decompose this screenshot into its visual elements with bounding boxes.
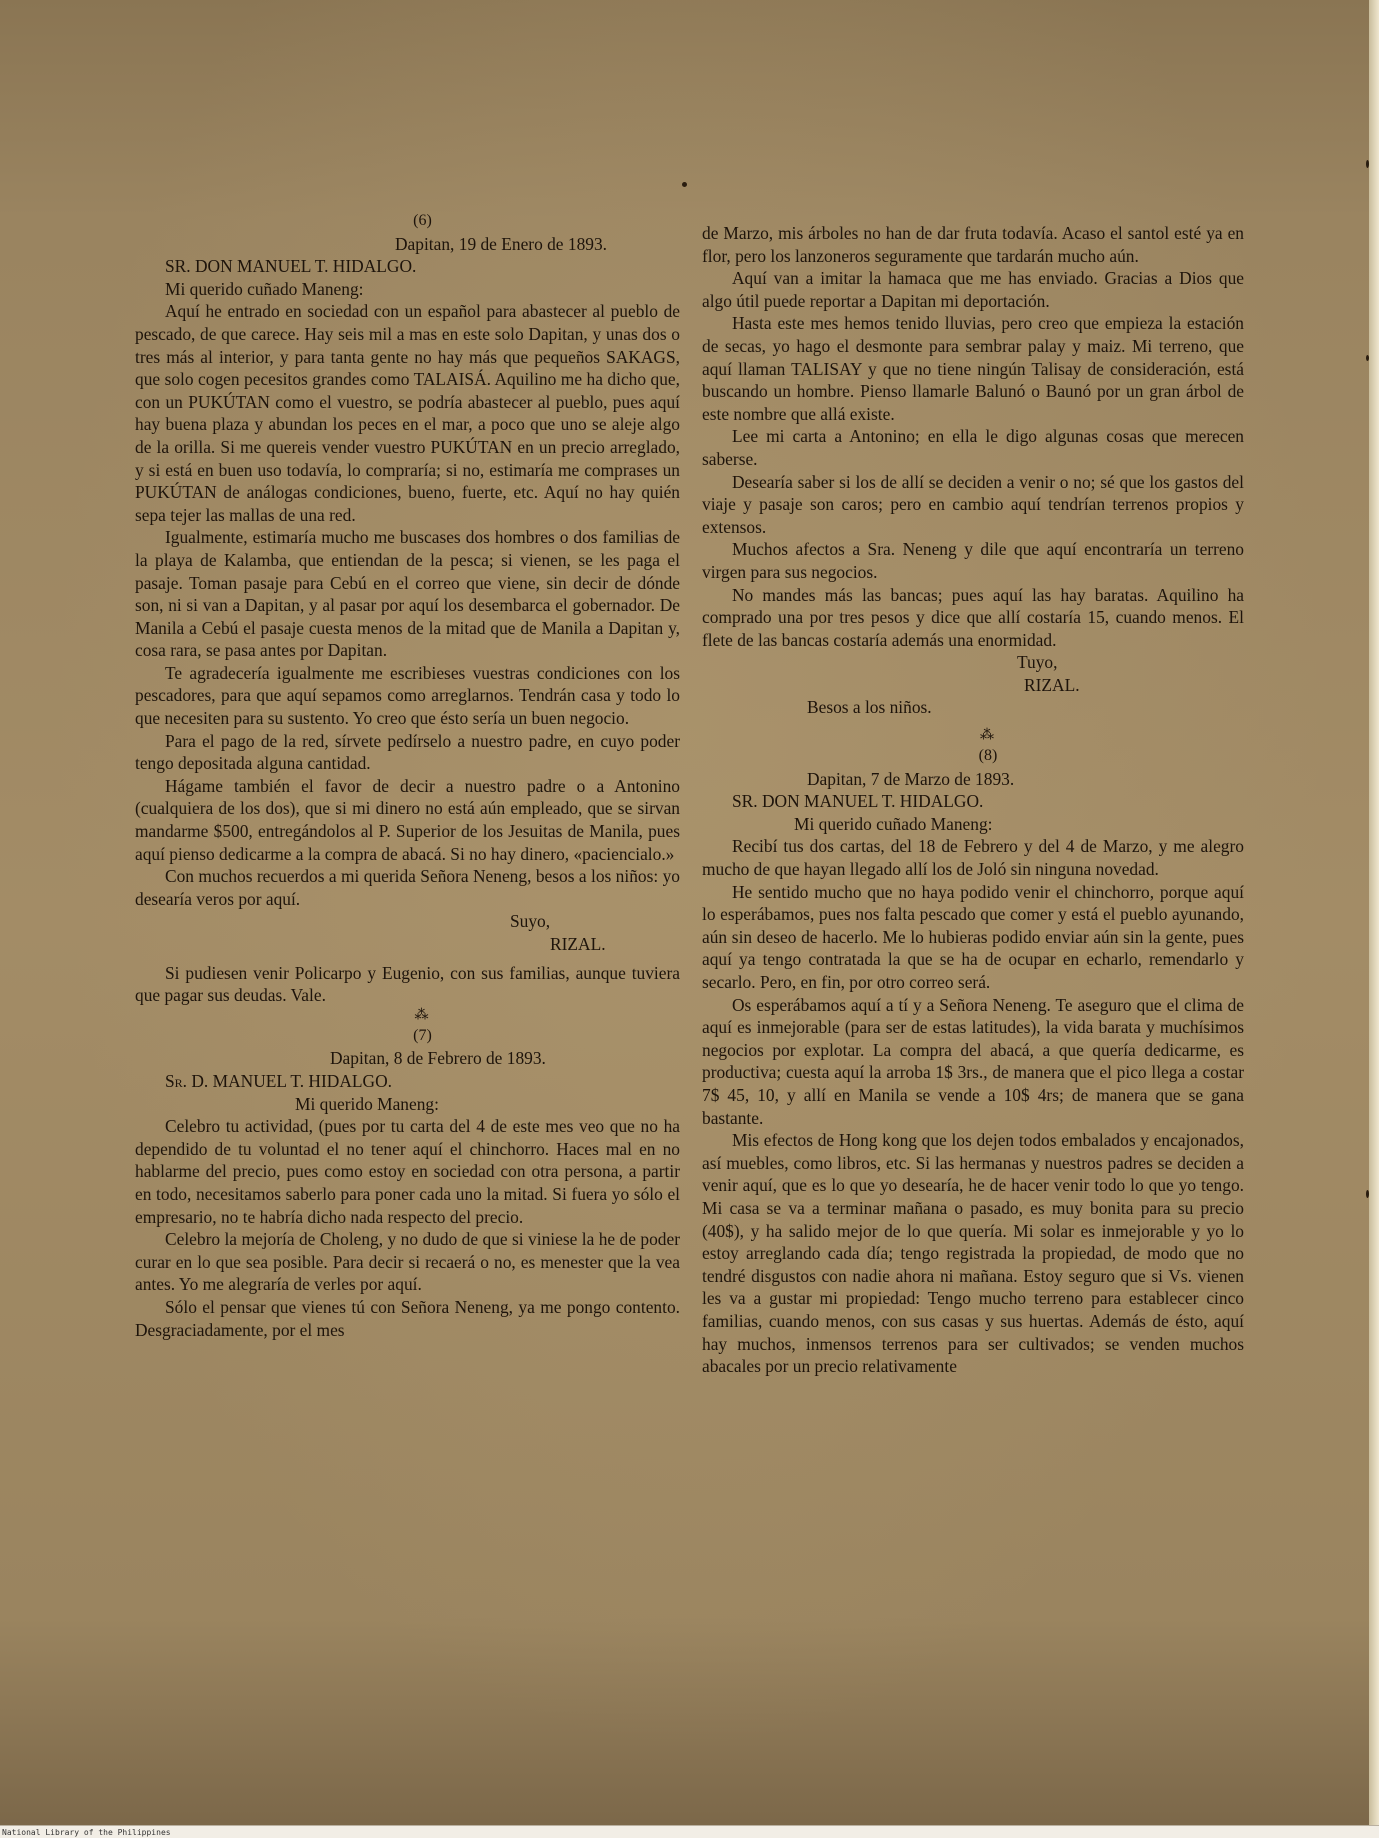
- dust-speck: [1366, 160, 1369, 168]
- paragraph: Recibí tus dos cartas, del 18 de Febrero y del 4 de Marzo, y me alegro mucho de que hayan llegado allí los de Joló sin ninguna novedad.: [702, 836, 1244, 880]
- paragraph: Con muchos recuerdos a mi querida Señora Neneng, besos a los niños: yo desearía veros por aquí.: [135, 866, 680, 909]
- paragraph: Para el pago de la red, sírvete pedírselo a nuestro padre, en cuyo poder tengo depositada alguna cantidad.: [135, 730, 680, 774]
- paragraph: Igualmente, estimaría mucho me buscases dos hombres o dos familias de la playa de Kalamba, que entiendan de la pesca; si vienen, se les paga el pasaje. Toman pasaje para Cebú en el correo que viene, sin decir de dónde son, ni si van a Dapitan, y al pasar por aquí los desembarca el gobernador. De Manila a Cebú el pasaje cuesta menos de la mitad que de Manila a Dapitan y, cosa rara, se pasa antes por Dapitan.: [135, 527, 680, 661]
- dust-speck: [1366, 1190, 1369, 1198]
- letter-greeting: Mi querido cuñado Maneng:: [794, 813, 993, 834]
- paragraph: Muchos afectos a Sra. Neneng y dile que aquí encontraría un terreno virgen para sus negocios.: [702, 539, 1244, 582]
- paragraph: Desearía saber si los de allí se deciden a venir o no; sé que los gastos del viaje y pasaje son caros; pero en cambio aquí tendrían terrenos propios y extensos.: [702, 471, 1244, 537]
- paragraph: Sólo el pensar que vienes tú con Señora Neneng, ya me pongo contento. Desgraciadamente, por el mes: [135, 1296, 680, 1340]
- paragraph: Celebro tu actividad, (pues por tu carta del 4 de este mes veo que no ha dependido de tu voluntad el no tener aquí el chinchorro. Haces mal en no hablarme del precio, pues como estoy en sociedad con otra persona, a partir en todo, necesitamos saberlo para poner cada uno la mitad. Si fuera yo sólo el empresario, no te habría dicho nada respecto del precio.: [135, 1116, 680, 1227]
- letter-dateline: Dapitan, 8 de Febrero de 1893.: [330, 1048, 546, 1069]
- letter-dateline: Dapitan, 7 de Marzo de 1893.: [807, 768, 1015, 789]
- letter-closing: Tuyo,: [1017, 652, 1058, 673]
- letter-recipient: SR. DON MANUEL T. HIDALGO.: [732, 791, 984, 812]
- letter-number: (7): [413, 1026, 432, 1044]
- letter-number: (8): [978, 747, 998, 765]
- paragraph: Te agradecería igualmente me escribieses vuestras condiciones con los pescadores, para que aquí sepamos como arreglarnos. Tendrán casa y todo lo que necesiten para su sustento. Yo creo que ésto sería un buen negocio.: [135, 662, 680, 729]
- paragraph: Hágame también el favor de decir a nuestro padre o a Antonino (cualquiera de los dos), que si mi dinero no está aún empleado, que se sirvan mandarme $500, entregándolos al P. Superior de los Jesuitas de Manila, pues aquí pienso dedicarme a la compra de abacá. Si no hay dinero, «paciencialo.»: [135, 775, 680, 864]
- letter-greeting: Mi querido cuñado Maneng:: [165, 278, 364, 299]
- section-separator: ⁂: [414, 1007, 431, 1023]
- postscript: Besos a los niños.: [807, 697, 932, 718]
- dust-speck: [682, 182, 687, 187]
- paragraph: He sentido mucho que no haya podido venir el chinchorro, porque aquí lo esperábamos, pues nos falta pescado que comer y está el pueblo ayunando, aún sin deseo de hacerlo. Me lo hubieras podido enviar aún sin la gente, pues aquí ya tengo contratada la que se ha de ocupar en echarlo, remendarlo y secarlo. Pero, en fin, por otro correo será.: [702, 881, 1244, 992]
- page-edge: [1369, 0, 1379, 1838]
- left-column: [135, 210, 680, 1341]
- letter-signature: RIZAL.: [550, 934, 606, 954]
- letter-dateline: Dapitan, 19 de Enero de 1893.: [395, 233, 608, 254]
- letter-greeting: Mi querido Maneng:: [295, 1093, 439, 1114]
- paragraph: Aquí he entrado en sociedad con un español para abastecer al pueblo de pescado, de que carece. Hay seis mil a mas en este solo Dapitan, y unas dos o tres más al interior, y para tanta gente no hay más que pequeños SAKAGS, que solo cogen pecesitos grandes como TALAISÁ. Aquilino me ha dicho que, con un PUKÚTAN como el vuestro, se podría abastecer al pueblo, pues aquí hay buena plaza y abundan los peces en el mar, a poco que uno se aleje algo de la orilla. Si me quereis vender vuestro PUKÚTAN en un precio arreglado, y si está en buen uso todavía, lo compraría; si no, estimaría me comprases un PUKÚTAN de análogas condiciones, bueno, fuerte, etc. Aquí no hay quién sepa tejer las mallas de una red.: [135, 301, 680, 525]
- letter-recipient: Sr. D. MANUEL T. HIDALGO.: [165, 1070, 392, 1091]
- paragraph: Mis efectos de Hong kong que los dejen todos embalados y encajonados, así muebles, como libros, etc. Si las hermanas y nuestros padres se deciden a venir aquí, que es lo que yo desearía, he de hacer venir todo lo que yo tengo. Mi casa se va a terminar mañana o pasado, es muy bonita para su precio (40$), y ha salido mejor de lo que quería. Mi solar es inmejorable y yo lo estoy arreglando cada día; tengo registrada la propiedad, de modo que no tendré disgustos con nadie ahora ni mañana. Estoy seguro que si Vs. vienen les va a gustar mi propiedad: Tengo mucho terreno para establecer cinco familias, cuando menos, con sus casas y sus huertas. Además de ésto, aquí hay muchos, inmensos terrenos para ser cultivados; se venden muchos abacales por un precio relativamente: [702, 1130, 1244, 1377]
- paragraph: Lee mi carta a Antonino; en ella le digo algunas cosas que merecen saberse.: [702, 426, 1244, 469]
- footer-strip: [0, 1825, 1379, 1838]
- paragraph: Os esperábamos aquí a tí y a Señora Neneng. Te aseguro que el clima de aquí es inmejorable (para ser de estas latitudes), la vida barata y muchísimos negocios por explotar. La compra del abacá, a que quería dedicarme, es productiva; cuesta aquí la arroba 1$ 3rs., de manera que el pico llega a costar 7$ 45, 10, y allí en Manila se vende a 10$ 4rs; de manera que se gana bastante.: [702, 994, 1244, 1128]
- letter-closing: Suyo,: [510, 911, 551, 932]
- footer-credit: National Library of the Philippines: [2, 1828, 171, 1837]
- paragraph: Celebro la mejoría de Choleng, y no dudo de que si viniese la he de poder curar en lo que sea posible. Para decir si recaerá o no, es menester que la vea antes. Yo me alegraría de verles por aquí.: [135, 1229, 680, 1295]
- letter-recipient: SR. DON MANUEL T. HIDALGO.: [165, 256, 417, 277]
- paragraph: No mandes más las bancas; pues aquí las hay baratas. Aquilino ha comprado una por tres pesos y dice que allí costaría 15, cuando menos. El flete de las bancas costaría además una enormidad.: [702, 584, 1244, 650]
- paragraph: de Marzo, mis árboles no han de dar fruta todavía. Acaso el santol esté ya en flor, pero los lanzoneros seguramente que tardarán mucho aún.: [702, 223, 1244, 266]
- section-separator: ⁂: [980, 728, 996, 744]
- dust-speck: [1366, 355, 1369, 361]
- paragraph: Hasta este mes hemos tenido lluvias, pero creo que empieza la estación de secas, yo hago el desmonte para sembrar palay y maiz. Mi terreno, que aquí llaman TALISAY y que no tiene ningún Talisay de consideración, está buscando un hombre. Pienso llamarle Balunó o Baunó por un gran árbol de este nombre que allá existe.: [702, 313, 1244, 424]
- right-column: [702, 222, 1244, 1378]
- postscript: Si pudiesen venir Policarpo y Eugenio, con sus familias, aunque tuviera que pagar sus deudas. Vale.: [135, 962, 680, 1006]
- letter-signature: RIZAL.: [1024, 674, 1080, 695]
- letter-number: (6): [413, 212, 432, 229]
- paragraph: Aquí van a imitar la hamaca que me has enviado. Gracias a Dios que algo útil puede reportar a Dapitan mi deportación.: [702, 268, 1244, 311]
